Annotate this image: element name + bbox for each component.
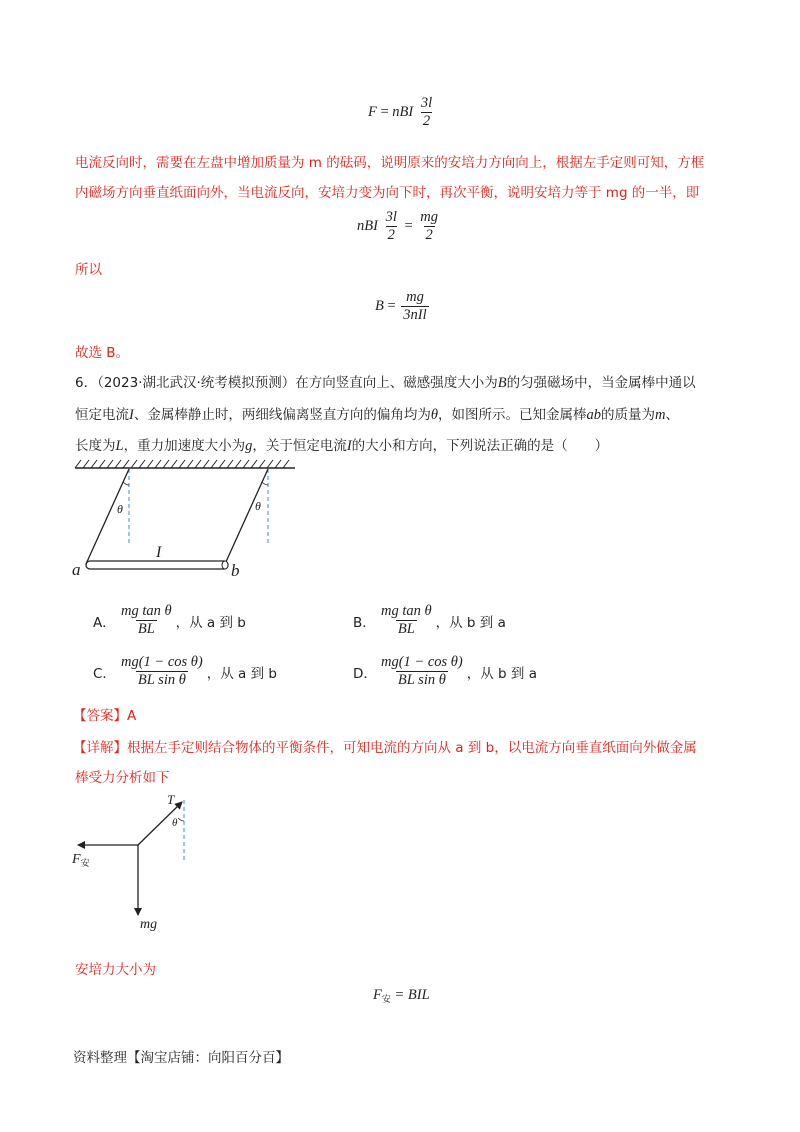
ampere-force-label: $F_安$	[72, 852, 90, 868]
force-theta-label: θ	[172, 817, 178, 829]
rod-end	[222, 561, 228, 569]
force-diagram	[60, 790, 220, 940]
detail-line-2: 棒受力分析如下	[75, 770, 170, 786]
option-a[interactable]: A． $\frac{\text{mg tan θ}}{BL}$ ，从 a 到 b	[93, 603, 246, 638]
theta-label-right: θ	[255, 499, 261, 513]
suoyi-text: 所以	[75, 262, 102, 278]
solution-line-2: 内磁场方向垂直纸面向外，当电流反向，安培力变为向下时，再次平衡，说明安培力等于 mg 的一半，即	[75, 185, 700, 201]
string-left	[86, 469, 129, 564]
detail-line-1: 【详解】根据左手定则结合物体的平衡条件，可知电流的方向从 a 到 b，以电流方向垂直纸面向外做金属	[73, 740, 697, 756]
choose-text: 故选 B。	[75, 345, 130, 361]
theta-label-left: θ	[117, 502, 123, 516]
equation-ampere: $F_安$ = BIL	[373, 987, 430, 1004]
option-c[interactable]: C． $\frac{\text{mg(1 − cos θ)}}{\text{BL sin θ}}$ ，从 a 到 b	[93, 654, 277, 689]
answer-line: 【答案】A	[73, 708, 137, 724]
string-right	[225, 469, 268, 564]
current-label: I	[156, 544, 162, 561]
equation-force: F = nBI $\frac{3l}{2}$	[368, 95, 433, 130]
solution-line-1: 电流反向时，需要在左盘中增加质量为 m 的砝码，说明原来的安培力方向向上，根据左手定则可知，方框	[75, 155, 705, 171]
gravity-label: mg	[140, 917, 158, 932]
question-6-line-3: 长度为L，重力加速度大小为g，关于恒定电流I的大小和方向，下列说法正确的是（ ）	[75, 438, 609, 454]
angle-arc-left	[123, 482, 129, 485]
option-b[interactable]: B． $\frac{\text{mg tan θ}}{BL}$ ，从 b 到 a	[353, 603, 506, 638]
label-a: a	[72, 560, 81, 579]
equation-balance: nBI $\frac{3l}{2}$ = $\frac{mg}{2}$	[357, 209, 439, 244]
angle-arc-right	[262, 482, 268, 485]
footer-text: 资料整理【淘宝店铺：向阳百分百】	[73, 1050, 289, 1066]
metal-rod	[86, 561, 228, 569]
rod-figure	[60, 458, 310, 583]
question-6-line-1: 6．（2023·湖北武汉·统考模拟预测）在方向竖直向上、磁感强度大小为B的匀强磁场中，当金属棒中通以	[75, 375, 696, 391]
ceiling-hatch	[75, 460, 295, 468]
option-d[interactable]: D． $\frac{\text{mg(1 − cos θ)}}{\text{BL sin θ}}$ ，从 b 到 a	[353, 654, 537, 689]
force-angle-arc	[178, 818, 184, 821]
question-6-line-2: 恒定电流I、金属棒静止时，两细线偏离竖直方向的偏角均为θ，如图所示。已知金属棒ab的质量为m、	[75, 407, 679, 423]
ampere-label-text: 安培力大小为	[75, 962, 156, 978]
equation-b-field: B = $\frac{mg}{\text{3nIl}}$	[375, 289, 427, 324]
tension-label: T	[167, 792, 175, 807]
label-b: b	[231, 561, 240, 580]
